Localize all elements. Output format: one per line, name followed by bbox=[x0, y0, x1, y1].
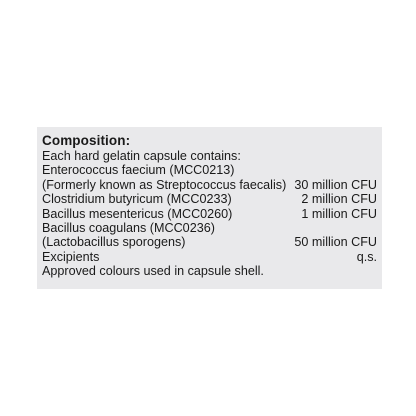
composition-panel bbox=[37, 127, 382, 289]
ingredient-amount: 30 million CFU bbox=[294, 177, 377, 192]
composition-row bbox=[42, 192, 382, 206]
ingredient-amount bbox=[377, 163, 382, 177]
composition-row bbox=[42, 221, 382, 235]
ingredient-label: (Lactobacillus sporogens) bbox=[42, 235, 186, 250]
ingredient-label: Enterococcus faecium (MCC0213) bbox=[42, 163, 235, 178]
ingredient-amount: q.s. bbox=[356, 249, 377, 264]
ingredient-label: (Formerly known as Streptococcus faecalis) bbox=[42, 177, 287, 192]
ingredient-amount: 1 million CFU bbox=[301, 206, 377, 221]
composition-row bbox=[42, 149, 382, 163]
composition-list bbox=[42, 149, 382, 279]
ingredient-label: Excipients bbox=[42, 249, 100, 264]
ingredient-amount: 50 million CFU bbox=[294, 235, 377, 250]
composition-title: Composition: bbox=[42, 133, 131, 148]
composition-row bbox=[42, 264, 382, 278]
ingredient-label: Bacillus mesentericus (MCC0260) bbox=[42, 206, 233, 221]
ingredient-label: Clostridium butyricum (MCC0233) bbox=[42, 192, 232, 207]
composition-row bbox=[42, 178, 382, 192]
composition-row bbox=[42, 235, 382, 249]
composition-row bbox=[42, 163, 382, 177]
composition-row bbox=[42, 207, 382, 221]
ingredient-label: Approved colours used in capsule shell. bbox=[42, 264, 264, 279]
composition-row bbox=[42, 250, 382, 264]
ingredient-amount bbox=[377, 264, 382, 278]
ingredient-amount bbox=[377, 221, 382, 235]
ingredient-label: Each hard gelatin capsule contains: bbox=[42, 149, 241, 163]
ingredient-amount: 2 million CFU bbox=[301, 192, 377, 207]
ingredient-amount bbox=[377, 149, 382, 163]
ingredient-label: Bacillus coagulans (MCC0236) bbox=[42, 221, 215, 236]
